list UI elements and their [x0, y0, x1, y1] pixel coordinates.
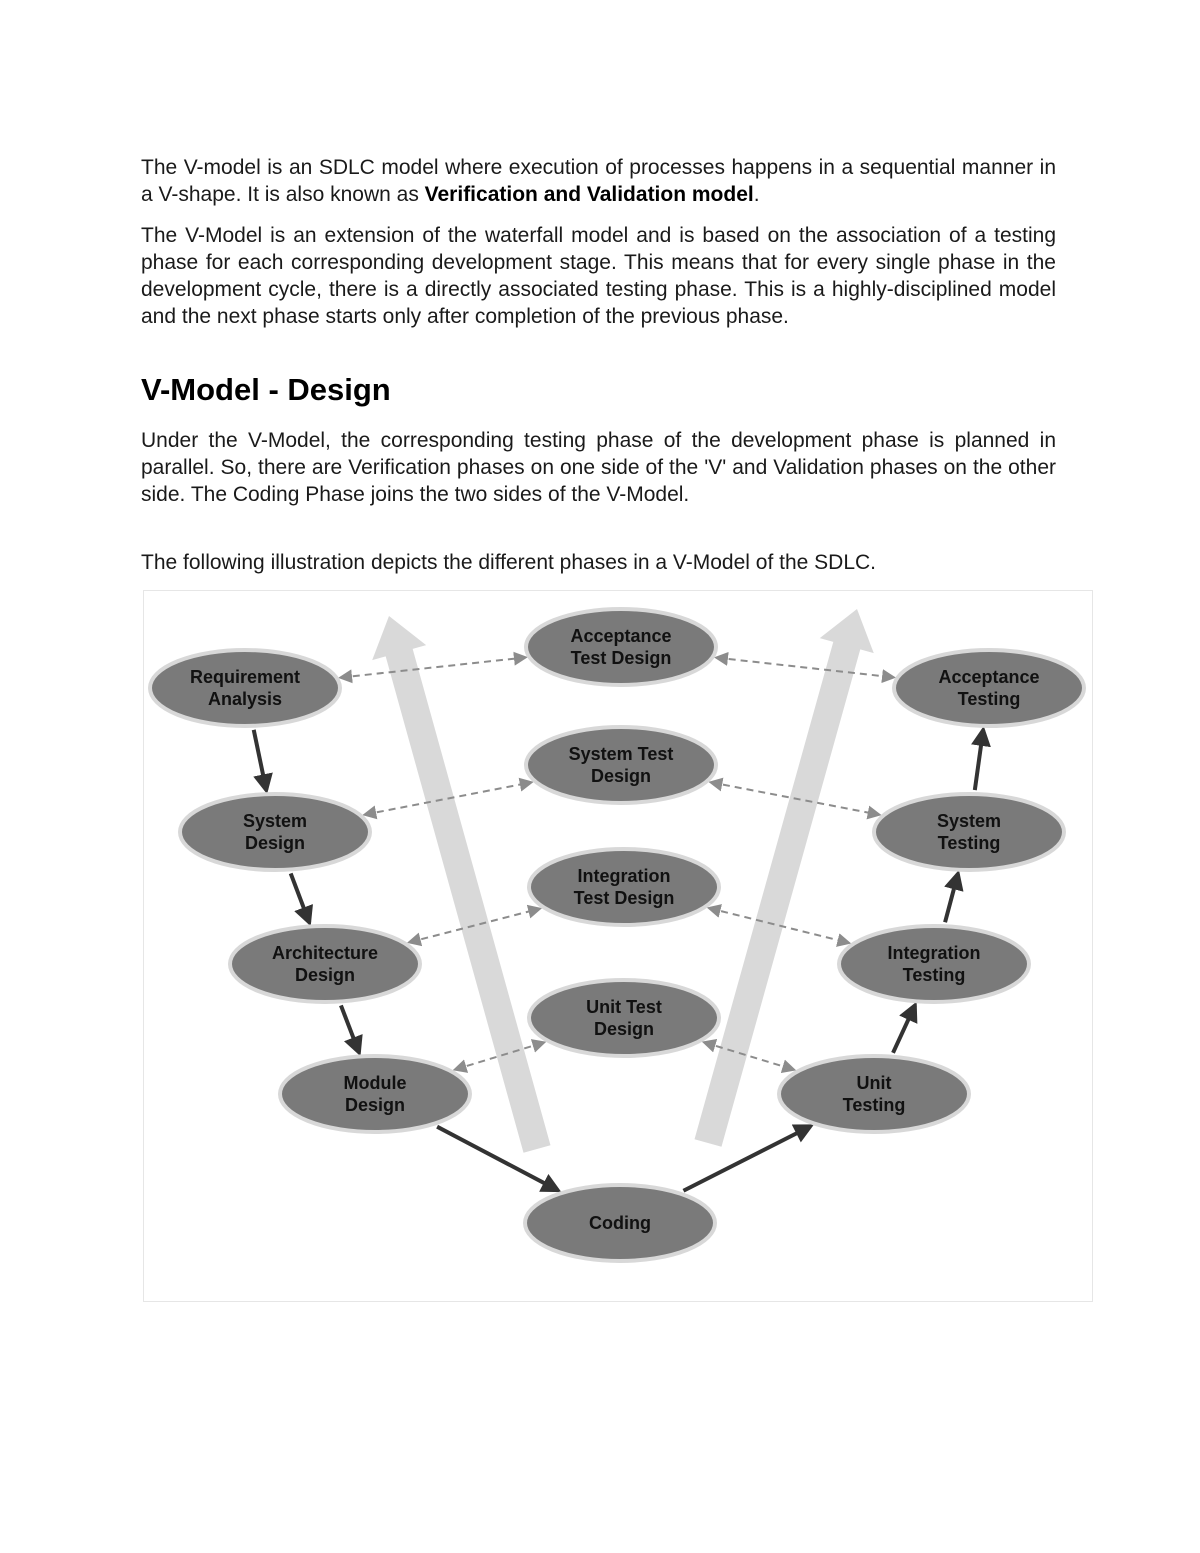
phase-node-module-design: [280, 1056, 470, 1132]
phase-node-system-test-design: [526, 727, 716, 803]
phase-node-system-testing: [874, 794, 1064, 870]
phase-ellipse: [526, 609, 716, 685]
v-model-diagram: [143, 590, 1093, 1302]
phase-node-coding: [525, 1185, 715, 1261]
phase-ellipse: [529, 980, 719, 1056]
phase-label: Testing: [957, 689, 1021, 709]
flow-arrow-architecture-design-to-module-design: [341, 1005, 359, 1052]
flow-arrow-system-testing-to-acceptance-testing: [975, 730, 983, 790]
phase-label: Test Design: [573, 888, 675, 908]
phase-node-unit-test-design: [529, 980, 719, 1056]
intro-bold-term: Verification and Validation model: [424, 183, 754, 206]
phase-ellipse: [180, 794, 370, 870]
phase-label: Architecture: [271, 943, 379, 963]
phase-label: System: [242, 811, 308, 831]
flow-arrow-system-design-to-architecture-design: [291, 873, 310, 922]
v-model-diagram-svg: [144, 591, 1094, 1303]
intro-text-end: .: [753, 183, 760, 206]
phase-label: Requirement: [189, 667, 301, 687]
phase-ellipse: [529, 849, 719, 925]
intro-paragraph: [141, 154, 1056, 208]
phase-label: Design: [344, 1095, 406, 1115]
phase-ellipse: [839, 926, 1029, 1002]
section-heading: V-Model - Design: [141, 372, 391, 407]
phase-node-architecture-design: [230, 926, 420, 1002]
phase-label: Unit: [856, 1073, 892, 1093]
intro-text: The V-model is an SDLC model where execution of processes happens in a sequential manner in a V-shape. It is also known as: [141, 156, 1056, 206]
phase-label: Design: [590, 766, 652, 786]
phase-node-acceptance-test-design: [526, 609, 716, 685]
phase-label: Analysis: [207, 689, 283, 709]
phase-ellipse: [526, 727, 716, 803]
phase-label: Test Design: [570, 648, 672, 668]
phase-label: Design: [593, 1019, 655, 1039]
phase-ellipse: [874, 794, 1064, 870]
flow-arrow-unit-testing-to-integration-testing: [893, 1005, 915, 1053]
flow-arrow-requirement-analysis-to-system-design: [254, 730, 267, 790]
phase-label: Design: [294, 965, 356, 985]
phase-node-acceptance-testing: [894, 650, 1084, 726]
phase-node-unit-testing: [779, 1056, 969, 1132]
phase-node-requirement-analysis: [150, 650, 340, 726]
phase-label: Design: [244, 833, 306, 853]
link-arrow-requirement-analysis-to-acceptance-test-design: [341, 657, 525, 677]
phase-label: Testing: [842, 1095, 906, 1115]
phase-label: System: [936, 811, 1002, 831]
phase-label: Module: [343, 1073, 407, 1093]
phase-node-integration-testing: [839, 926, 1029, 1002]
phase-label: System Test: [568, 744, 674, 764]
phase-label: Integration: [577, 866, 671, 886]
phase-label: Testing: [937, 833, 1001, 853]
phase-node-integration-test-design: [529, 849, 719, 925]
phase-ellipse: [230, 926, 420, 1002]
phase-label: Acceptance: [570, 626, 672, 646]
phase-label: Coding: [589, 1213, 651, 1233]
phase-ellipse: [150, 650, 340, 726]
phase-node-system-design: [180, 794, 370, 870]
design-paragraph: Under the V-Model, the corresponding testing phase of the development phase is planned in parallel. So, there are Verification phases on one side of the 'V' and Validation phases on the other side. The Coding Phase joins the two sides of the V-Model.: [141, 429, 1056, 506]
extension-paragraph: The V-Model is an extension of the waterfall model and is based on the association of a testing phase for each corresponding development stage. This means that for every single phase in the development cycle, there is a directly associated testing phase. This is a highly-disciplined model and the next phase starts only after completion of the previous phase.: [141, 224, 1056, 328]
flow-arrow-integration-testing-to-system-testing: [945, 874, 958, 923]
phase-label: Testing: [902, 965, 966, 985]
phase-ellipse: [894, 650, 1084, 726]
phase-label: Acceptance: [938, 667, 1040, 687]
phase-label: Unit Test: [586, 997, 662, 1017]
phase-ellipse: [280, 1056, 470, 1132]
illustration-caption: The following illustration depicts the different phases in a V-Model of the SDLC.: [141, 551, 877, 574]
phase-label: Integration: [887, 943, 981, 963]
phase-ellipse: [779, 1056, 969, 1132]
link-arrow-acceptance-test-design-to-acceptance-testing: [717, 658, 893, 678]
